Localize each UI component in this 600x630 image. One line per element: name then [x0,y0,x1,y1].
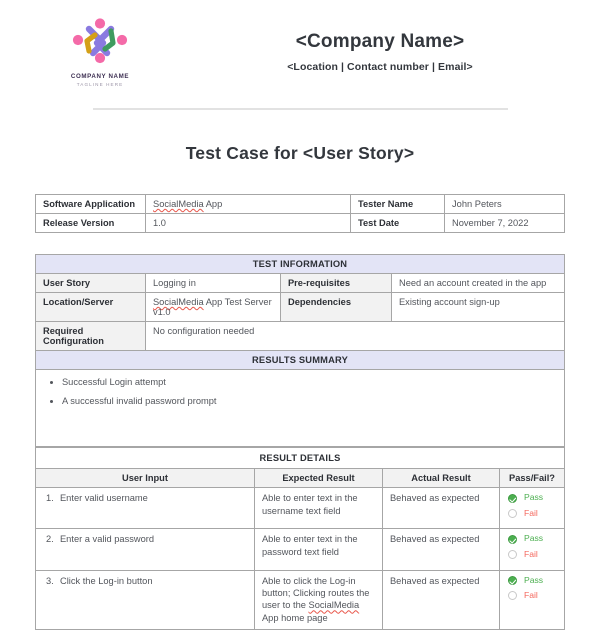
user-input-text: Enter a valid password [59,534,155,545]
test-information-table [35,254,565,447]
company-heading-block [200,31,600,73]
fail-option[interactable] [508,549,564,561]
logo-company-name: COMPANY NAME [70,73,130,81]
spellcheck-word: SocialMedia [308,600,360,611]
fail-label: Fail [523,549,538,559]
column-header-actual-result: Actual Result [382,469,499,488]
actual-result-cell: Behaved as expected [382,529,499,570]
required-configuration-value: No configuration needed [145,322,564,351]
tester-name-value: John Peters [445,195,565,214]
location-server-suffix: App Test Server v1.0 [152,297,272,317]
application-meta-table [35,194,565,233]
radio-unchecked-icon[interactable] [508,591,517,600]
expected-result-part2: App home page [261,612,328,623]
expected-result-cell: Able to enter text in the username text field [254,488,382,529]
fail-option[interactable] [508,590,564,602]
table-row [35,370,564,447]
pass-label: Pass [523,574,544,585]
table-row [35,529,564,570]
expected-result-part1: Able to click the Log-in button; Clicking routes the user to the [261,575,370,611]
radio-unchecked-icon[interactable] [508,509,517,518]
fail-option[interactable] [508,508,564,520]
pass-fail-cell [499,488,564,529]
radio-unchecked-icon[interactable] [508,550,517,559]
table-header-row [35,469,564,488]
spellcheck-word: SocialMedia [152,297,204,307]
user-story-value: Logging in [145,274,280,293]
radio-checked-icon[interactable] [508,494,517,503]
table-row [35,488,564,529]
user-input-text: Enter valid username [59,493,148,504]
column-header-pass-fail: Pass/Fail? [499,469,564,488]
table-row [35,274,564,293]
software-application-label: Software Application [36,195,146,214]
test-date-label: Test Date [351,214,445,233]
user-story-label: User Story [35,274,145,293]
table-row [36,195,565,214]
results-summary-section-header: RESULTS SUMMARY [35,351,564,370]
list-item: • A successful invalid password prompt [62,396,564,406]
table-row [35,448,564,469]
test-date-value: November 7, 2022 [445,214,565,233]
row-number: 1. [45,493,54,504]
letterhead [0,0,600,96]
header-divider [93,108,508,110]
results-summary-cell [35,370,564,447]
radio-checked-icon[interactable] [508,576,517,585]
test-information-section-header: TEST INFORMATION [35,255,564,274]
user-input-cell [35,570,254,630]
dependencies-value: Existing account sign-up [391,293,564,322]
column-header-user-input: User Input [35,469,254,488]
company-logo [0,17,200,87]
pass-fail-cell [499,570,564,630]
row-number: 2. [45,534,54,545]
table-row [35,293,564,322]
required-configuration-label: Required Configuration [35,322,145,351]
software-application-value [146,195,351,214]
release-version-label: Release Version [36,214,146,233]
radio-checked-icon[interactable] [508,535,517,544]
row-number: 3. [45,575,54,586]
tester-name-label: Tester Name [351,195,445,214]
spellcheck-word: SocialMedia [153,199,204,209]
table-row [35,255,564,274]
company-name: <Company Name> [295,31,465,52]
user-input-text: Click the Log-in button [59,575,153,586]
expected-result-cell: Able to enter text in the password text field [254,529,382,570]
table-row [36,214,565,233]
logo-tagline: TAGLINE HERE [76,81,124,87]
actual-result-cell: Behaved as expected [382,488,499,529]
location-server-value [145,293,280,322]
table-row [35,570,564,630]
list-item: • Successful Login attempt [62,377,564,387]
actual-result-cell: Behaved as expected [382,570,499,630]
pass-option[interactable] [508,533,564,545]
pass-label: Pass [523,492,544,503]
company-contact-line: <Location | Contact number | Email> [287,61,473,73]
user-input-cell [35,488,254,529]
result-details-section-header: RESULT DETAILS [35,448,564,469]
user-input-cell [35,529,254,570]
prerequisites-label: Pre-requisites [280,274,391,293]
pass-option[interactable] [508,492,564,504]
fail-label: Fail [523,507,538,518]
release-version-value: 1.0 [146,214,351,233]
dependencies-label: Dependencies [280,293,391,322]
result-details-table [35,447,565,630]
expected-result-cell [254,570,382,630]
table-row [35,351,564,370]
page-title: Test Case for <User Story> [185,143,415,163]
pass-fail-cell [499,529,564,570]
software-application-suffix: App [203,199,223,209]
table-row [35,322,564,351]
column-header-expected-result: Expected Result [254,469,382,488]
results-summary-list [36,377,564,406]
logo-people-circle-icon [69,17,131,71]
pass-option[interactable] [508,575,564,587]
location-server-label: Location/Server [35,293,145,322]
pass-label: Pass [523,533,544,544]
prerequisites-value: Need an account created in the app [391,274,564,293]
fail-label: Fail [523,590,538,601]
